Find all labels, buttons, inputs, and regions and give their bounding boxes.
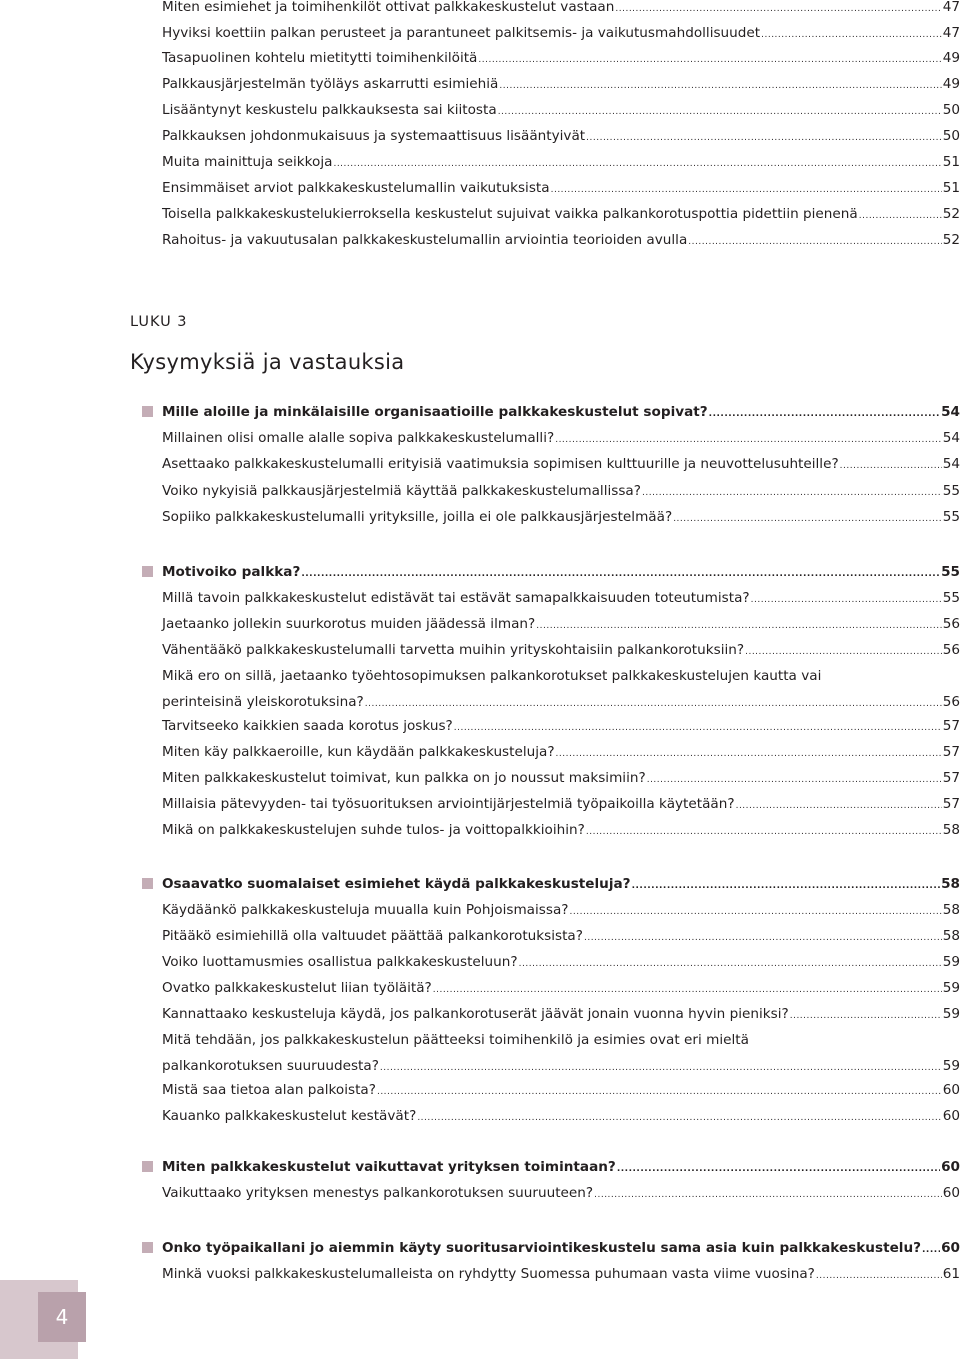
toc-entry[interactable] (162, 478, 960, 504)
dot-leader (642, 480, 942, 506)
dot-leader (536, 613, 941, 639)
toc-entry-text: Kauanko palkkakeskustelut kestävät? (162, 1108, 417, 1124)
dot-leader (584, 925, 942, 951)
square-bullet-icon (142, 566, 153, 577)
toc-entry[interactable] (162, 949, 960, 975)
dot-leader (859, 203, 942, 229)
toc-page-number: 56 (942, 694, 960, 710)
toc-entry-text: Palkkausjärjestelmän työläys askarrutti esimiehiä (162, 76, 499, 92)
toc-page-number: 58 (942, 822, 960, 838)
toc-entry-text: Jaetaanko jollekin suurkorotus muiden jäädessä ilman? (162, 616, 536, 632)
toc-page-number: 51 (942, 154, 960, 170)
toc-page-number: 52 (942, 232, 960, 248)
toc-page-number: 52 (942, 206, 960, 222)
toc-page-number: 54 (941, 404, 960, 420)
dot-leader (816, 1263, 942, 1289)
dot-leader (647, 767, 942, 793)
toc-entry-text-line1: Mitä tehdään, jos palkkakeskustelun päätteeksi toimihenkilö ja esimies ovat eri mieltä (162, 1032, 749, 1048)
toc-entry-text: Muita mainittuja seikkoja (162, 154, 333, 170)
dot-leader (417, 1105, 941, 1131)
toc-page-number: 55 (942, 483, 960, 499)
toc-entry-text: Rahoitus- ja vakuutusalan palkkakeskustelumallin arviointia teorioiden avulla (162, 232, 688, 248)
toc-page-number: 60 (942, 1185, 960, 1201)
dot-leader (790, 1003, 942, 1029)
chapter-title: Kysymyksiä ja vastauksia (130, 350, 405, 374)
toc-entry-text: Voiko nykyisiä palkkausjärjestelmiä käyttää palkkakeskustelumallissa? (162, 483, 641, 499)
toc-entry[interactable] (162, 175, 960, 201)
dot-leader (632, 873, 941, 899)
toc-entry[interactable] (162, 663, 960, 715)
dot-leader (377, 1079, 942, 1105)
dot-leader (333, 151, 941, 177)
dot-leader (617, 1156, 940, 1182)
toc-entry-text: Vaikuttaako yrityksen menestys palkankorotuksen suuruuteen? (162, 1185, 594, 1201)
toc-entry[interactable] (162, 1180, 960, 1206)
toc-entry[interactable] (162, 791, 960, 817)
toc-entry-text: Pitääkö esimiehillä olla valtuudet päättää palkankorotuksista? (162, 928, 583, 944)
dot-leader (498, 99, 942, 125)
square-bullet-icon (142, 406, 153, 417)
toc-entry[interactable] (162, 1261, 960, 1287)
toc-page-number: 60 (942, 1108, 960, 1124)
toc-entry[interactable] (162, 425, 960, 451)
toc-page-number: 50 (942, 128, 960, 144)
toc-page-number: 57 (942, 744, 960, 760)
toc-entry[interactable] (162, 739, 960, 765)
toc-entry-text: Kannattaako keskusteluja käydä, jos palkankorotuserät jäävät jonain vuonna hyvin pieniksi? (162, 1006, 789, 1022)
toc-entry-text: Tasapuolinen kohtelu mietitytti toimihenkilöitä (162, 50, 478, 66)
toc-entry-text: Ovatko palkkakeskustelut liian työläitä? (162, 980, 432, 996)
dot-leader (478, 47, 941, 73)
dot-leader (551, 177, 942, 203)
toc-page-number: 59 (942, 980, 960, 996)
toc-entry-text: Miten esimiehet ja toimihenkilöt ottivat palkkakeskustelut vastaan (162, 0, 615, 15)
toc-entry[interactable] (162, 817, 960, 843)
toc-entry-text: Käydäänkö palkkakeskusteluja muualla kuin Pohjoismaissa? (162, 902, 569, 918)
toc-page-number: 59 (942, 1058, 960, 1074)
toc-entry-text: Onko työpaikallani jo aiemmin käyty suoritusarviointikeskustelu sama asia kuin palkkakeskustelu? (162, 1240, 922, 1256)
toc-entry[interactable] (162, 45, 960, 71)
toc-entry-text: Osaavatko suomalaiset esimiehet käydä palkkakeskusteluja? (162, 876, 631, 892)
dot-leader (519, 951, 942, 977)
dot-leader (556, 741, 942, 767)
toc-page-number: 56 (942, 642, 960, 658)
toc-section-heading[interactable] (162, 399, 960, 425)
toc-section-heading[interactable] (162, 559, 960, 585)
dot-leader (570, 899, 942, 925)
toc-entry-text: Lisääntynyt keskustelu palkkauksesta sai kiitosta (162, 102, 497, 118)
chapter-label: LUKU 3 (130, 314, 188, 330)
toc-entry[interactable] (162, 201, 960, 227)
dot-leader (745, 639, 942, 665)
toc-page-number: 49 (942, 50, 960, 66)
toc-entry[interactable] (162, 923, 960, 949)
toc-entry[interactable] (162, 975, 960, 1001)
toc-page-number: 55 (942, 509, 960, 525)
square-bullet-icon (142, 1161, 153, 1172)
toc-page-number: 59 (942, 954, 960, 970)
dot-leader (751, 587, 942, 613)
toc-page-number: 56 (942, 616, 960, 632)
toc-page-number: 57 (942, 796, 960, 812)
toc-page-number: 54 (942, 430, 960, 446)
dot-leader (688, 229, 941, 255)
toc-entry[interactable] (162, 585, 960, 611)
toc-page-number: 47 (942, 25, 960, 41)
toc-entry-text: Sopiiko palkkakeskustelumalli yrityksille, joilla ei ole palkkausjärjestelmää? (162, 509, 673, 525)
page-number: 4 (55, 1305, 69, 1329)
toc-entry-text: Millainen olisi omalle alalle sopiva palkkakeskustelumalli? (162, 430, 555, 446)
toc-entry-text: Mille aloille ja minkälaisille organisaatioille palkkakeskustelut sopivat? (162, 404, 708, 420)
toc-entry[interactable] (162, 765, 960, 791)
toc-entry[interactable] (162, 713, 960, 739)
toc-entry[interactable] (162, 20, 960, 46)
toc-entry-text: palkankorotuksen suuruudesta? (162, 1058, 379, 1074)
toc-entry-text: Miten käy palkkaeroille, kun käydään palkkakeskusteluja? (162, 744, 555, 760)
toc-page-number: 50 (942, 102, 960, 118)
dot-leader (922, 1237, 940, 1263)
dot-leader (454, 715, 942, 741)
toc-page-number: 57 (942, 718, 960, 734)
dot-leader (594, 1182, 942, 1208)
dot-leader (615, 0, 941, 22)
toc-page-number: 59 (942, 1006, 960, 1022)
dot-leader (840, 453, 942, 479)
toc-page-number: 47 (942, 0, 960, 15)
toc-entry-text: Miten palkkakeskustelut toimivat, kun palkka on jo noussut maksimiin? (162, 770, 646, 786)
toc-entry[interactable] (162, 227, 960, 253)
toc-entry-text: Miten palkkakeskustelut vaikuttavat yrityksen toimintaan? (162, 1159, 616, 1175)
toc-entry-text: Hyviksi koettiin palkan perusteet ja parantuneet palkitsemis- ja vaikutusmahdollisuudet (162, 25, 761, 41)
toc-page-number: 60 (941, 1240, 960, 1256)
dot-leader (586, 125, 942, 151)
toc-section-heading[interactable] (162, 1235, 960, 1261)
toc-entry[interactable] (162, 451, 960, 477)
dot-leader (301, 561, 940, 587)
toc-entry-text: Mistä saa tietoa alan palkoista? (162, 1082, 376, 1098)
dot-leader (499, 73, 941, 99)
toc-page-number: 57 (942, 770, 960, 786)
toc-entry[interactable] (162, 637, 960, 663)
toc-page-number: 49 (942, 76, 960, 92)
toc-entry-text: Mikä on palkkakeskustelujen suhde tulos- ja voittopalkkioihin? (162, 822, 585, 838)
toc-entry-text: Motivoiko palkka? (162, 564, 301, 580)
dot-leader (736, 793, 942, 819)
toc-entry-text: Minkä vuoksi palkkakeskustelumalleista on ryhdytty Suomessa puhumaan vasta viime vuosina? (162, 1266, 815, 1282)
toc-page-number: 58 (942, 902, 960, 918)
toc-entry-text: Tarvitseeko kaikkien saada korotus joskus? (162, 718, 453, 734)
toc-entry[interactable] (162, 0, 960, 20)
toc-entry-text: Toisella palkkakeskustelukierroksella keskustelut sujuivat vaikka palkankorotuspottia pidettiin pienenä (162, 206, 858, 222)
toc-page-number: 51 (942, 180, 960, 196)
toc-entry-text: Palkkauksen johdonmukaisuus ja systemaattisuus lisääntyivät (162, 128, 586, 144)
toc-page-number: 60 (941, 1159, 960, 1175)
toc-page-number: 61 (942, 1266, 960, 1282)
toc-entry-text: Millä tavoin palkkakeskustelut edistävät tai estävät samapalkkaisuuden toteutumista? (162, 590, 750, 606)
toc-entry-text: Asettaako palkkakeskustelumalli erityisiä vaatimuksia sopimisen kulttuurille ja neuvottelusuhteille? (162, 456, 839, 472)
square-bullet-icon (142, 878, 153, 889)
square-bullet-icon (142, 1242, 153, 1253)
toc-entry[interactable] (162, 97, 960, 123)
dot-leader (555, 427, 941, 453)
toc-entry-text: Voiko luottamusmies osallistua palkkakeskusteluun? (162, 954, 518, 970)
toc-entry[interactable] (162, 1001, 960, 1027)
dot-leader (709, 401, 940, 427)
toc-page-number: 54 (942, 456, 960, 472)
toc-entry-text: Ensimmäiset arviot palkkakeskustelumallin vaikutuksista (162, 180, 550, 196)
toc-entry[interactable] (162, 1103, 960, 1129)
toc-entry[interactable] (162, 504, 960, 530)
toc-section-heading[interactable] (162, 871, 960, 897)
dot-leader (673, 506, 942, 532)
toc-page-number: 60 (942, 1082, 960, 1098)
toc-page-number: 58 (942, 928, 960, 944)
dot-leader (433, 977, 942, 1003)
toc-entry[interactable] (162, 149, 960, 175)
toc-entry-text: Millaisia pätevyyden- tai työsuorituksen arviointijärjestelmiä työpaikoilla käytetään? (162, 796, 735, 812)
toc-entry[interactable] (162, 897, 960, 923)
toc-entry-text: Vähentääkö palkkakeskustelumalli tarvetta muihin yrityskohtaisiin palkankorotuksiin? (162, 642, 745, 658)
toc-page-number: 55 (942, 590, 960, 606)
dot-leader (586, 819, 942, 845)
toc-page-number: 55 (941, 564, 960, 580)
toc-page-number: 58 (941, 876, 960, 892)
toc-entry[interactable] (162, 71, 960, 97)
toc-entry-text-line1: Mikä ero on sillä, jaetaanko työehtosopimuksen palkankorotukset palkkakeskustelujen kautta vai (162, 668, 822, 684)
toc-entry-text: perinteisinä yleiskorotuksina? (162, 694, 364, 710)
toc-entry[interactable] (162, 1027, 960, 1079)
toc-section-heading[interactable] (162, 1154, 960, 1180)
toc-entry[interactable] (162, 123, 960, 149)
toc-entry[interactable] (162, 1077, 960, 1103)
toc-entry[interactable] (162, 611, 960, 637)
